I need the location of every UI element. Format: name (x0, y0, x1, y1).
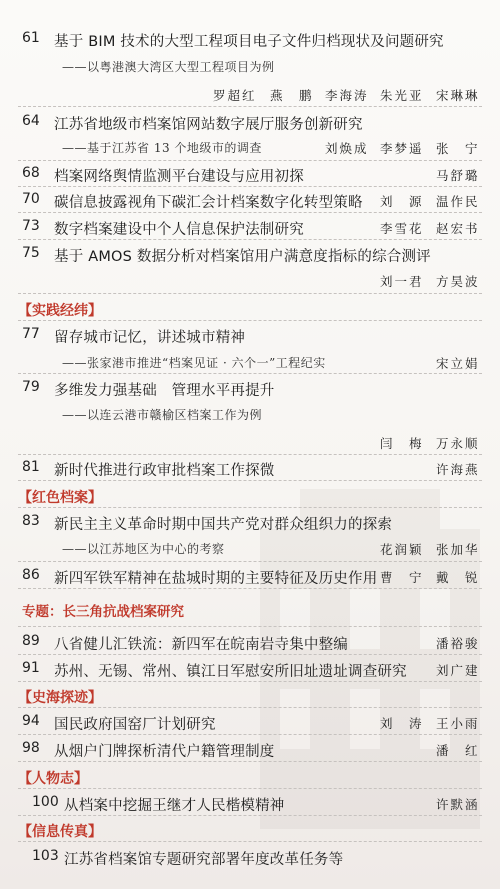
entry-103-title[interactable]: 江苏省档案馆专题研究部署年度改革任务等 (64, 852, 344, 868)
entry-64-page[interactable]: 64 (22, 113, 40, 129)
entry-68-title[interactable]: 档案网络舆情监测平台建设与应用初探 (54, 169, 304, 185)
divider (18, 106, 482, 107)
divider (18, 454, 482, 455)
entry-64-title[interactable]: 江苏省地级市档案馆网站数字展厅服务创新研究 (54, 117, 363, 133)
entry-61-author: 宋琳琳 (436, 88, 480, 103)
entry-68-page[interactable]: 68 (22, 165, 40, 181)
entry-79-title[interactable]: 多维发力强基础 管理水平再提升 (54, 383, 275, 399)
entry-61-author: 朱光亚 (380, 88, 424, 103)
entry-73-page[interactable]: 73 (22, 218, 40, 234)
divider (18, 788, 482, 789)
entry-89-title[interactable]: 八省健儿汇铁流：新四军在皖南岩寺集中整编 (54, 637, 348, 653)
entry-98-page[interactable]: 98 (22, 740, 40, 756)
entry-79-page[interactable]: 79 (22, 379, 40, 395)
entry-100-author: 许默涵 (436, 797, 480, 812)
entry-86-page[interactable]: 86 (22, 567, 40, 583)
entry-64-author: 刘焕成 (325, 141, 369, 156)
entry-68-author: 马舒璐 (436, 168, 480, 183)
entry-81-title[interactable]: 新时代推进行政审批档案工作探微 (54, 463, 275, 479)
divider (18, 561, 482, 562)
entry-70-page[interactable]: 70 (22, 191, 40, 207)
section-practice-heading: 【实践经纬】 (18, 303, 102, 319)
entry-86-author: 曹 宁 (380, 570, 424, 585)
divider (18, 681, 482, 682)
entry-94-title[interactable]: 国民政府国窑厂计划研究 (54, 717, 216, 733)
entry-75-title[interactable]: 基于 AMOS 数据分析对档案馆用户满意度指标的综合测评 (54, 249, 431, 265)
entry-73-author: 李雪花 (380, 221, 424, 236)
section-red-archives-heading: 【红色档案】 (18, 490, 102, 506)
divider (18, 815, 482, 816)
entry-83-author: 花润颖 (380, 542, 424, 557)
entry-75-author: 刘一君 (380, 274, 424, 289)
entry-100-title[interactable]: 从档案中挖掘王继才人民楷模精神 (64, 798, 285, 814)
entry-81-author: 许海燕 (436, 462, 480, 477)
entry-61-author: 罗超红 (213, 88, 257, 103)
entry-61-author: 李海涛 (325, 88, 369, 103)
divider (18, 654, 482, 655)
divider (18, 707, 482, 708)
divider (18, 480, 482, 481)
entry-91-page[interactable]: 91 (22, 660, 40, 676)
entry-61-page[interactable]: 61 (22, 30, 40, 46)
entry-94-author: 刘 涛 (380, 716, 424, 731)
entry-75-page[interactable]: 75 (22, 245, 40, 261)
entry-103-page[interactable]: 103 (32, 848, 59, 864)
divider (18, 186, 482, 187)
entry-79-author: 闫 梅 (380, 436, 424, 451)
divider (18, 293, 482, 294)
section-history-heading: 【史海探迹】 (18, 690, 102, 706)
section-special-topic-heading: 专题：长三角抗战档案研究 (22, 604, 184, 620)
entry-89-author: 潘裕骏 (436, 636, 480, 651)
divider (18, 320, 482, 321)
entry-79-subtitle: ——以连云港市赣榆区档案工作为例 (62, 408, 263, 422)
divider (18, 734, 482, 735)
entry-94-page[interactable]: 94 (22, 713, 40, 729)
entry-77-title[interactable]: 留存城市记忆，讲述城市精神 (54, 330, 246, 346)
entry-83-title[interactable]: 新民主主义革命时期中国共产党对群众组织力的探索 (54, 517, 393, 533)
entry-70-author: 刘 源 (380, 194, 424, 209)
divider (18, 373, 482, 374)
entry-91-title[interactable]: 苏州、无锡、常州、镇江日军慰安所旧址遗址调查研究 (54, 664, 407, 680)
section-info-heading: 【信息传真】 (18, 824, 102, 840)
divider (18, 239, 482, 240)
entry-83-author: 张加华 (436, 542, 480, 557)
entry-89-page[interactable]: 89 (22, 633, 40, 649)
entry-64-author: 李梦遥 (380, 141, 424, 156)
entry-91-author: 刘广建 (436, 663, 480, 678)
entry-77-author: 宋立娟 (436, 356, 480, 371)
entry-86-author: 戴 锐 (436, 570, 480, 585)
entry-73-author: 赵宏书 (436, 221, 480, 236)
entry-70-author: 温作民 (436, 194, 480, 209)
entry-73-title[interactable]: 数字档案建设中个人信息保护法制研究 (54, 222, 304, 238)
entry-81-page[interactable]: 81 (22, 459, 40, 475)
entry-98-author: 潘 红 (436, 743, 480, 758)
entry-61-title[interactable]: 基于 BIM 技术的大型工程项目电子文件归档现状及问题研究 (54, 34, 444, 50)
divider (18, 841, 482, 842)
divider (18, 761, 482, 762)
entry-83-page[interactable]: 83 (22, 513, 40, 529)
entry-86-title[interactable]: 新四军铁军精神在盐城时期的主要特征及历史作用 (54, 571, 378, 587)
divider (18, 626, 482, 627)
entry-64-author: 张 宁 (436, 141, 480, 156)
entry-70-title[interactable]: 碳信息披露视角下碳汇会计档案数字化转型策略 (54, 195, 363, 211)
entry-79-author: 万永顺 (436, 436, 480, 451)
entry-98-title[interactable]: 从烟户门牌探析清代户籍管理制度 (54, 744, 275, 760)
entry-61-author: 燕 鹏 (270, 88, 314, 103)
divider (18, 588, 482, 589)
entry-64-subtitle: ——基于江苏省 13 个地级市的调查 (62, 141, 262, 155)
entry-61-subtitle: ——以粤港澳大湾区大型工程项目为例 (62, 60, 275, 74)
entry-77-subtitle: ——张家港市推进“档案见证 · 六个一”工程纪实 (62, 356, 326, 370)
divider (18, 507, 482, 508)
entry-100-page[interactable]: 100 (32, 794, 59, 810)
entry-83-subtitle: ——以江苏地区为中心的考察 (62, 542, 225, 556)
entry-94-author: 王小雨 (436, 716, 480, 731)
divider (18, 160, 482, 161)
divider (18, 212, 482, 213)
entry-77-page[interactable]: 77 (22, 326, 40, 342)
section-people-heading: 【人物志】 (18, 771, 88, 787)
entry-75-author: 方昊波 (436, 274, 480, 289)
